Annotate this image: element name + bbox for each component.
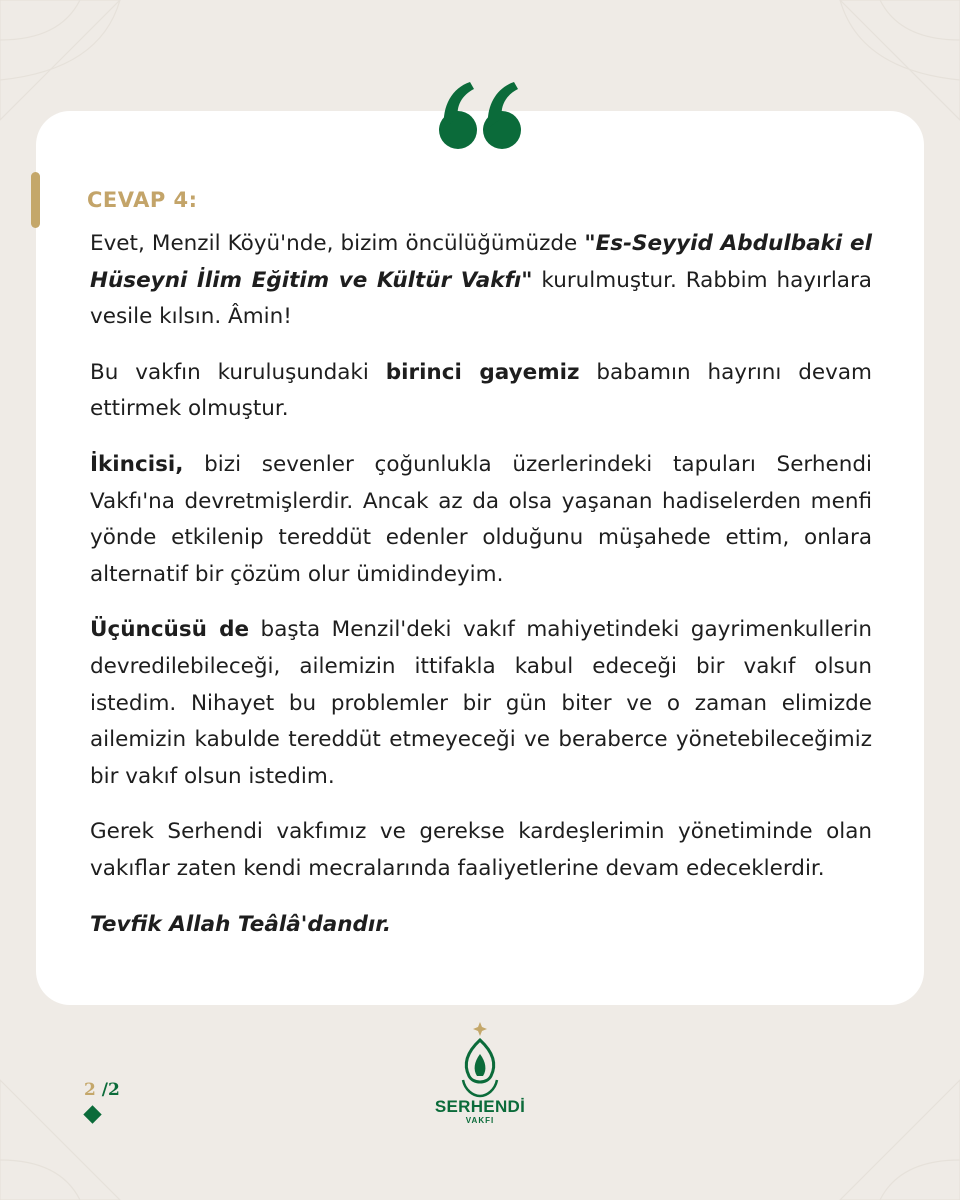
page-total: 2 (107, 1080, 120, 1100)
paragraph-3 (90, 447, 872, 593)
logo-subtitle: VAKFI (465, 1116, 495, 1125)
answer-body (90, 226, 872, 962)
p3-emphasis: İkincisi, (90, 451, 184, 477)
p4-emphasis: Üçüncüsü de (90, 617, 250, 643)
paragraph-5: Gerek Serhendi vakfımız ve gerekse kardeşlerimin yönetiminde olan vakıflar zaten kendi mecralarında faaliyetlerine devam edeceklerdir. (90, 819, 872, 881)
closing-line: Tevfik Allah Teâlâ'dandır. (90, 911, 391, 937)
page-separator: / (95, 1080, 108, 1100)
p2-text-a: Bu vakfın kuruluşundaki (90, 359, 386, 385)
page-current: 2 (84, 1080, 96, 1100)
answer-heading: CEVAP 4: (87, 188, 198, 212)
page-indicator (84, 1080, 120, 1100)
p4-text-b: başta Menzil'deki vakıf mahiyetindeki gayrimenkullerin devredilebileceği, ailemizin ittifakla kabul edeceği bir vakıf olsun istedim. Nihayet bu problemler bir gün biter ve o zaman elimizde ailemizin kabulde tereddüt etmeyeceği ve beraberce yönetebileceğimiz bir vakıf olsun istedim. (90, 617, 872, 789)
p1-text-c: kurulmuştur. Rabbim hayırlara vesile kılsın. Âmin! (90, 267, 872, 330)
paragraph-2 (90, 355, 872, 428)
paragraph-4 (90, 612, 872, 795)
p3-text-b: bizi sevenler çoğunlukla üzerlerindeki tapuları Serhendi Vakfı'na devretmişlerdir. Ancak az da olsa yaşanan hadiselerden menfi yönde etkilenip tereddüt edenler olduğunu müşahede ettim, onlara alternatif bir çözüm olur ümidindeyim. (90, 451, 872, 587)
logo-name: SERHENDİ (434, 1097, 526, 1116)
p2-emphasis: birinci gayemiz (385, 359, 580, 385)
serhendi-vakfi-logo-icon (457, 1020, 503, 1098)
accent-bar (31, 172, 40, 228)
foundation-name: "Es-Seyyid Abdulbaki el Hüseyni İlim Eğitim ve Kültür Vakfı" (90, 231, 872, 293)
p1-text-a: Evet, Menzil Köyü'nde, bizim öncülüğümüzde (90, 231, 585, 256)
paragraph-1 (90, 226, 872, 336)
p2-text-c: babamın hayrını devam ettirmek olmuştur. (90, 359, 872, 422)
serhendi-logo (430, 1020, 530, 1135)
quote-mark-icon (436, 80, 526, 154)
